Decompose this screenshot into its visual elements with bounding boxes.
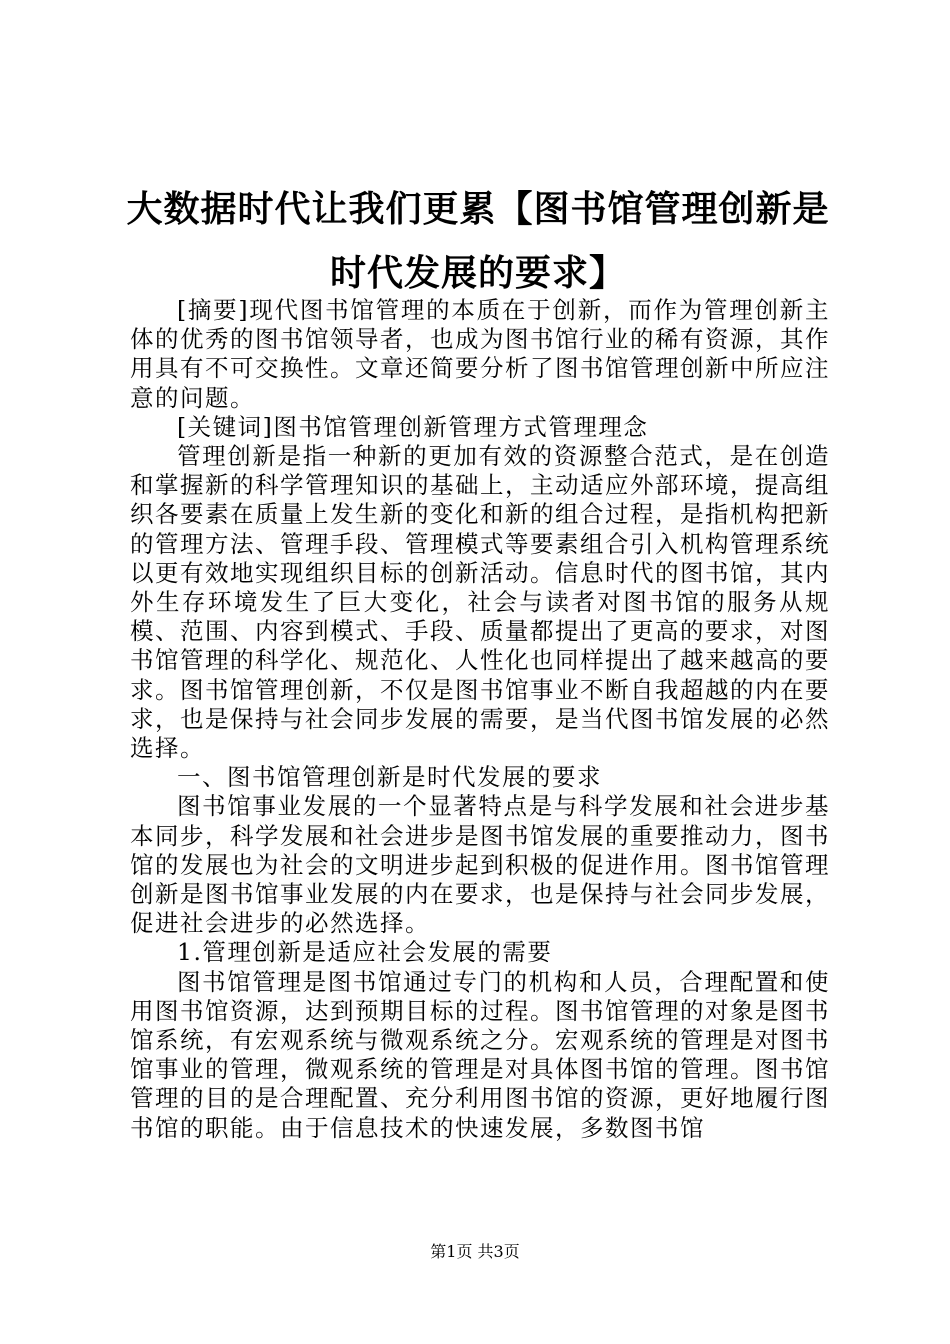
body-paragraph-1: 管理创新是指一种新的更加有效的资源整合范式，是在创造和掌握新的科学管理知识的基础上，主动适应外部环境，提高组织各要素在质量上发生新的变化和新的组合过程，是指机构把新的管理方法、管理手段、管理模式等要素组合引入机构管理系统以更有效地实现组织目标的创新活动。信息时代的图书馆，其内外生存环境发生了巨大变化，社会与读者对图书馆的服务从规模、范围、内容到模式、手段、质量都提出了更高的要求，对图书馆管理的科学化、规范化、人性化也同样提出了越来越高的要求。图书馆管理创新，不仅是图书馆事业不断自我超越的内在要求，也是保持与社会同步发展的需要，是当代图书馆发展的必然选择。 — [130, 442, 830, 763]
abstract-paragraph: [摘要]现代图书馆管理的本质在于创新，而作为管理创新主体的优秀的图书馆领导者，也成为图书馆行业的稀有资源，其作用具有不可交换性。文章还简要分析了图书馆管理创新中所应注意的问题。 — [130, 296, 830, 412]
subsection-heading-1: 1.管理创新是适应社会发展的需要 — [177, 938, 553, 967]
body-paragraph-2: 图书馆事业发展的一个显著特点是与科学发展和社会进步基本同步，科学发展和社会进步是图书馆发展的重要推动力，图书馆的发展也为社会的文明进步起到积极的促进作用。图书馆管理创新是图书馆事业发展的内在要求，也是保持与社会同步发展，促进社会进步的必然选择。 — [130, 792, 830, 938]
section-heading-1: 一、图书馆管理创新是时代发展的要求 — [177, 763, 602, 792]
document-title: 大数据时代让我们更累【图书馆管理创新是时代发展的要求】 — [126, 189, 830, 294]
body-paragraph-3: 图书馆管理是图书馆通过专门的机构和人员，合理配置和使用图书馆资源，达到预期目标的过程。图书馆管理的对象是图书馆系统，有宏观系统与微观系统之分。宏观系统的管理是对图书馆事业的管理，微观系统的管理是对具体图书馆的管理。图书馆管理的目的是合理配置、充分利用图书馆的资源，更好地履行图书馆的职能。由于信息技术的快速发展，多数图书馆 — [130, 967, 830, 1142]
keywords-paragraph: [关键词]图书馆管理创新管理方式管理理念 — [177, 412, 649, 441]
page-footer: 第1页 共3页 — [430, 1242, 520, 1261]
document-body — [130, 296, 830, 1143]
